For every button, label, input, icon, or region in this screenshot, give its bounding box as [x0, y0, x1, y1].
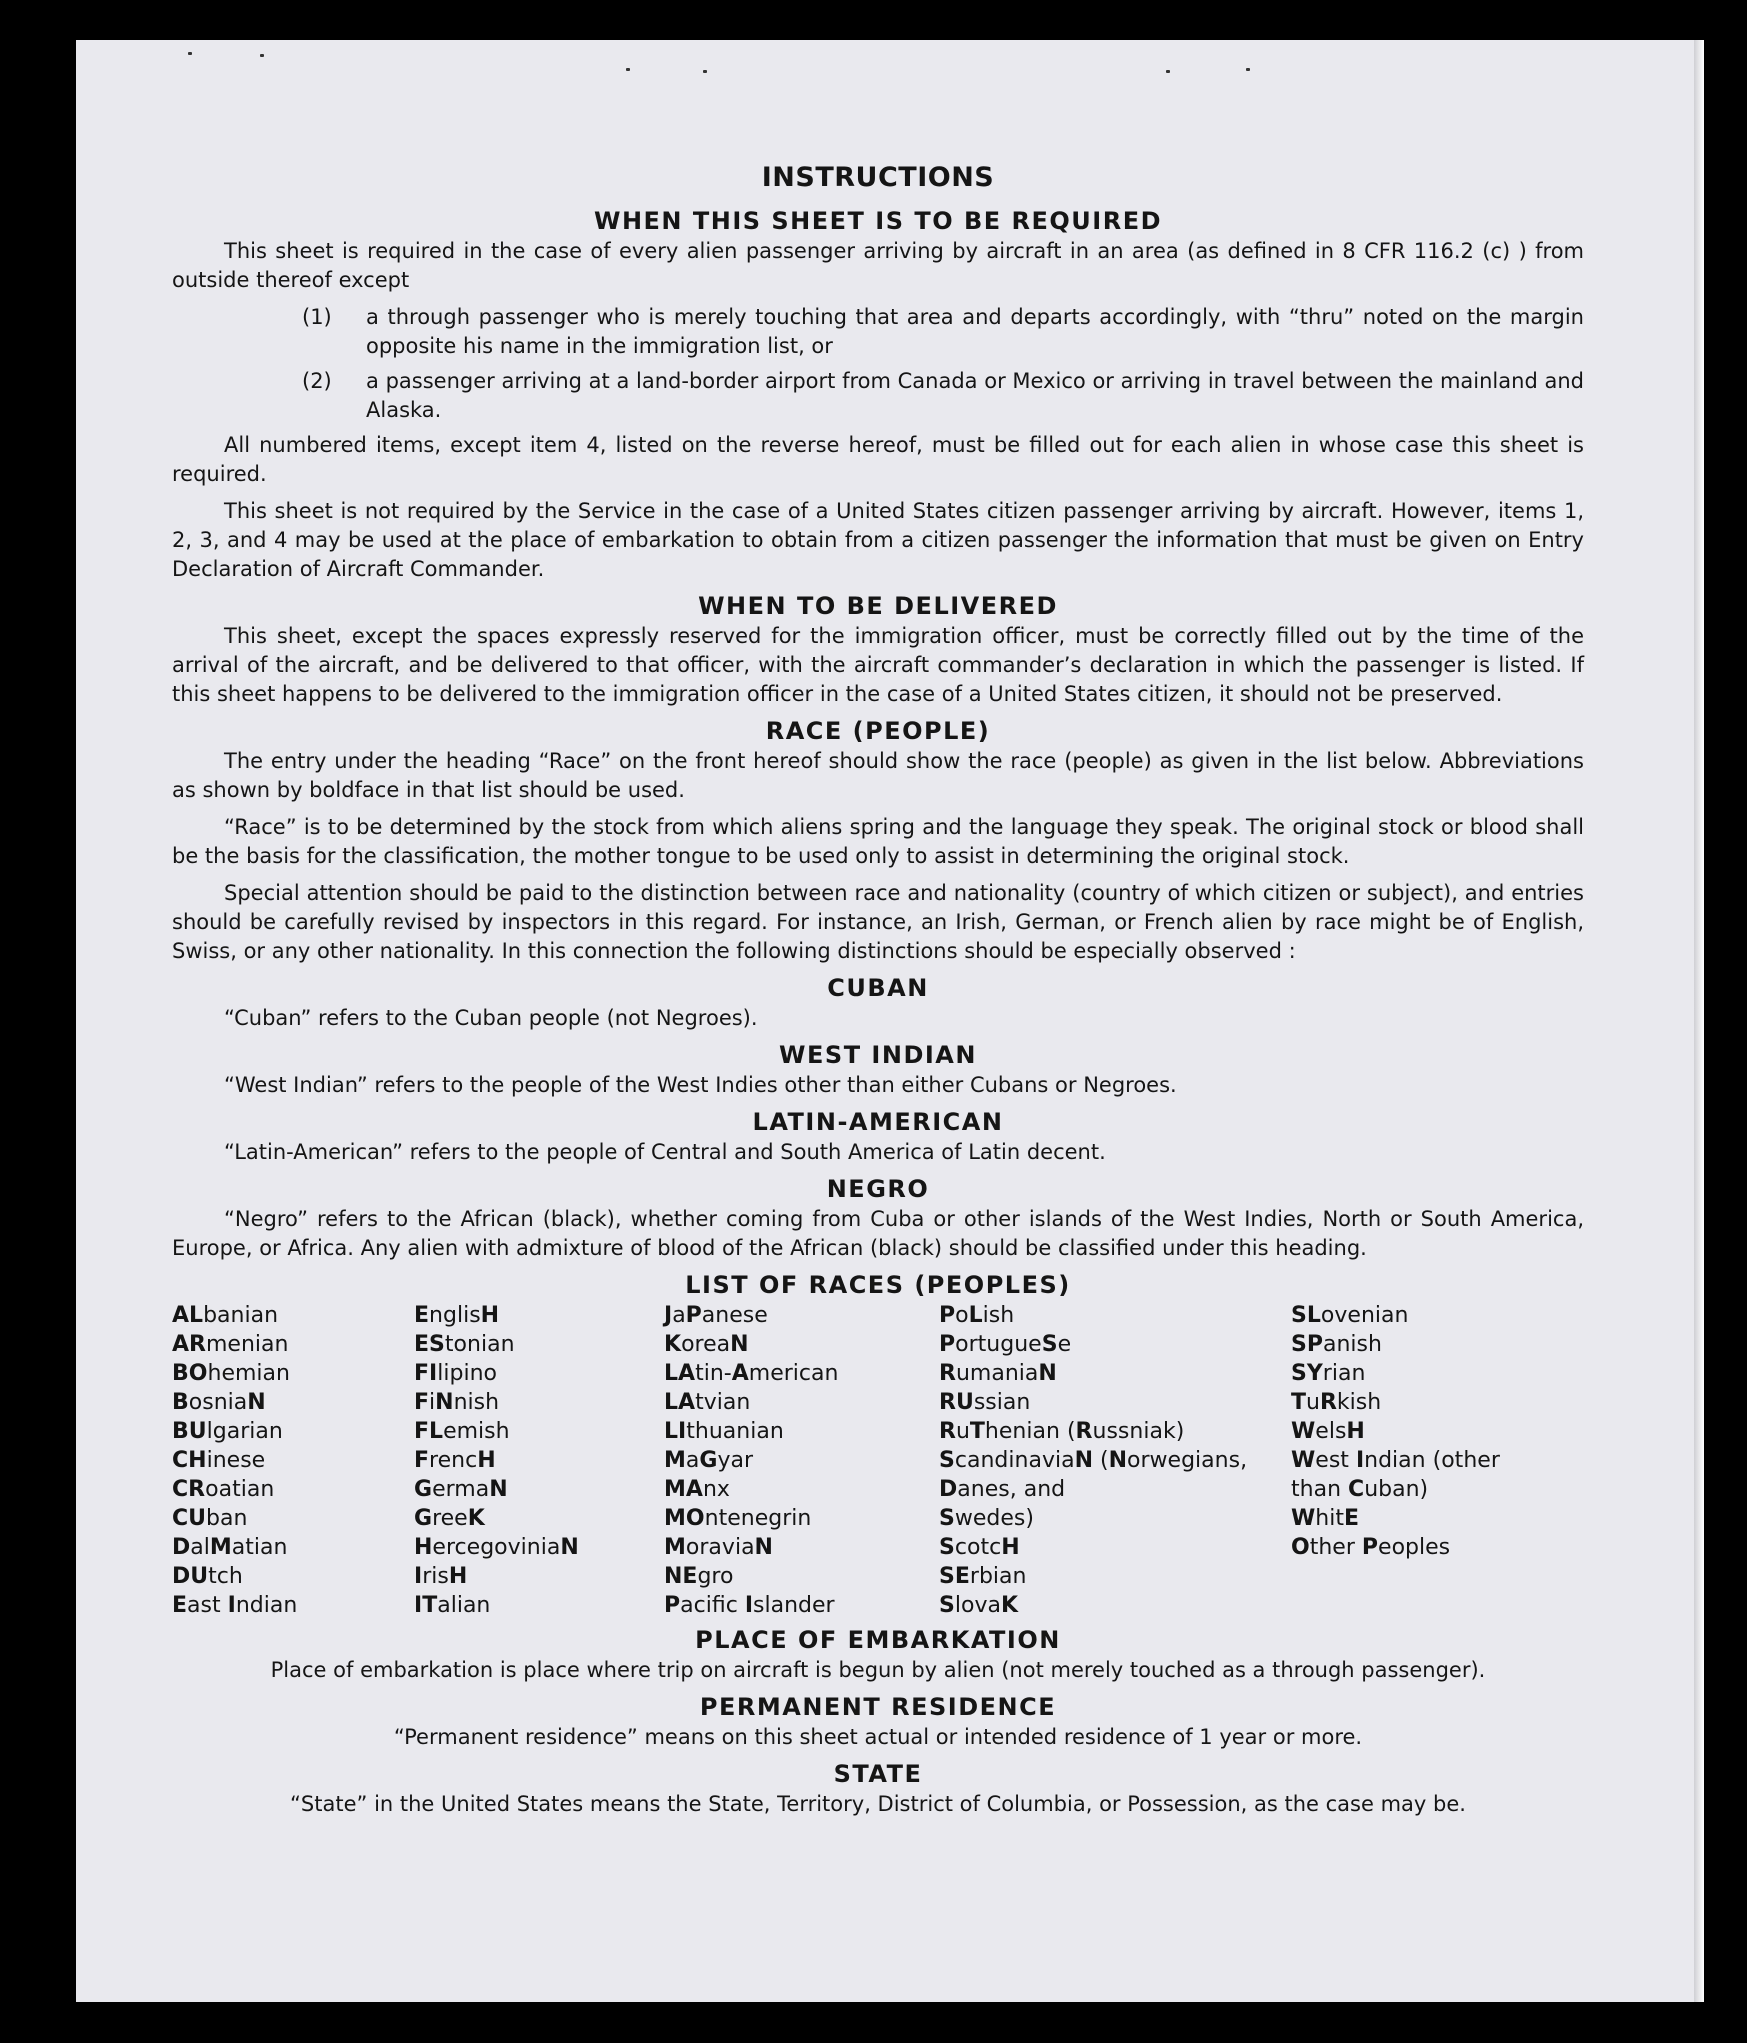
race-entry: West Indian (other [1291, 1448, 1500, 1473]
race-entry: LAtin-American [664, 1361, 839, 1386]
race-entry: FiNnish [414, 1390, 500, 1415]
race-entry: Swedes) [939, 1506, 1034, 1531]
races-column [414, 1301, 664, 1620]
race-entry: SYrian [1291, 1361, 1366, 1386]
heading-state: STATE [833, 1760, 923, 1788]
race-entry: ScandinaviaN (Norwegians, [939, 1448, 1248, 1473]
speck [1166, 70, 1170, 73]
document-page [76, 40, 1704, 2002]
race-entry: PortugueSe [939, 1332, 1072, 1357]
race-entry: BOhemian [172, 1361, 290, 1386]
heading-when-required: WHEN THIS SHEET IS TO BE REQUIRED [593, 207, 1163, 235]
race-entry: LAtvian [664, 1390, 751, 1415]
race-entry: EStonian [414, 1332, 515, 1357]
race-entry: Other Peoples [1291, 1535, 1451, 1560]
heading-west-indian: WEST INDIAN [779, 1041, 977, 1069]
race-entry: GreeK [414, 1506, 485, 1531]
race-entry: MAnx [664, 1477, 730, 1502]
speck [626, 68, 630, 71]
race-entry: SLovenian [1291, 1303, 1409, 1328]
race-paragraph: Special attention should be paid to the distinction between race and nationality (country of which citizen or subject), and entries should be carefully revised by inspectors in this regard. For instance, an Irish, German, or French alien by race might be of English, Swiss, or any other nationality. In this connection the following distinctions should be especially observed : [172, 881, 1584, 963]
race-entry: NEgro [664, 1564, 734, 1589]
race-entry: BosniaN [172, 1390, 266, 1415]
item-number: (2) [302, 369, 332, 393]
race-entry: CRoatian [172, 1477, 275, 1502]
race-entry: MOntenegrin [664, 1506, 812, 1531]
race-entry: DUtch [172, 1564, 243, 1589]
race-entry: Danes, and [939, 1477, 1066, 1502]
race-entry: East Indian [172, 1593, 298, 1618]
heading-cuban: CUBAN [827, 974, 929, 1002]
latin-american-text: “Latin-American” refers to the people of Central and South America of Latin decent. [224, 1140, 1106, 1164]
west-indian-text: “West Indian” refers to the people of the West Indies other than either Cubans or Negroes. [224, 1073, 1177, 1097]
race-entry: HercegoviniaN [414, 1535, 579, 1560]
race-entry: RUssian [939, 1390, 1031, 1415]
race-entry: MaGyar [664, 1448, 754, 1473]
race-entry: WhitE [1291, 1506, 1360, 1531]
race-entry: IrisH [414, 1564, 468, 1589]
race-entry: ALbanian [172, 1303, 279, 1328]
item-text: a passenger arriving at a land-border airport from Canada or Mexico or arriving in travel between the mainland and Alaska. [366, 369, 1584, 422]
race-entry: Pacifc Islander [664, 1593, 835, 1618]
exception-item [302, 367, 1584, 425]
race-entry: PoLish [939, 1303, 1015, 1328]
race-entry: RumaniaN [939, 1361, 1057, 1386]
heading-latin-american: LATIN-AMERICAN [752, 1108, 1004, 1136]
page-title: INSTRUCTIONS [761, 162, 995, 193]
heading-list-of-races: LIST OF RACES (PEOPLES) [685, 1271, 1071, 1299]
speck [260, 54, 264, 57]
race-entry: CHinese [172, 1448, 266, 1473]
race-entry: SPanish [1291, 1332, 1382, 1357]
speck [703, 70, 707, 73]
permanent-residence-text: “Permanent residence” means on this sheet actual or intended residence of 1 year or more. [393, 1725, 1363, 1749]
cuban-text: “Cuban” refers to the Cuban people (not Negroes). [224, 1006, 758, 1030]
race-entry: LIthuanian [664, 1419, 784, 1444]
races-column [664, 1301, 939, 1620]
race-entry: EnglisH [414, 1303, 500, 1328]
race-entry: GermaN [414, 1477, 508, 1502]
heading-race: RACE (PEOPLE) [765, 717, 991, 745]
race-entry: ScotcH [939, 1535, 1020, 1560]
race-entry: FIlipino [414, 1361, 497, 1386]
race-entry: ARmenian [172, 1332, 289, 1357]
place-of-embarkation-text: Place of embarkation is place where trip on aircraft is begun by alien (not merely touched as a through passenger). [270, 1658, 1486, 1682]
race-entry: SErbian [939, 1564, 1027, 1589]
race-entry: TuRkish [1291, 1390, 1382, 1415]
race-entry: FLemish [414, 1419, 510, 1444]
race-entry: FrencH [414, 1448, 496, 1473]
heading-when-delivered: WHEN TO BE DELIVERED [698, 592, 1058, 620]
when-delivered-text: This sheet, except the spaces expressly reserved for the immigration officer, must be correctly filled out by the time of the arrival of the aircraft, and be delivered to that officer, with the aircraft commander’s declaration in which the passenger is listed. If this sheet happens to be delivered to the immigration officer in the case of a United States citizen, it should not be preserved. [172, 624, 1584, 706]
heading-permanent-residence: PERMANENT RESIDENCE [699, 1693, 1057, 1721]
item-number: (1) [302, 305, 332, 329]
heading-negro: NEGRO [826, 1175, 930, 1203]
race-entry: JaPanese [664, 1303, 768, 1328]
race-entry: RuThenian (Russniak) [939, 1419, 1185, 1444]
race-entry: DalMatian [172, 1535, 288, 1560]
race-paragraph: “Race” is to be determined by the stock from which aliens spring and the language they speak. The original stock or blood shall be the basis for the classification, the mother tongue to be used only to assist in determining the original stock. [172, 815, 1584, 868]
race-entry: WelsH [1291, 1419, 1365, 1444]
item-text: a through passenger who is merely touching that area and departs accordingly, with “thru” noted on the margin opposite his name in the immigration list, or [366, 305, 1584, 358]
race-entry: MoraviaN [664, 1535, 773, 1560]
state-text: “State” in the United States means the State, Territory, District of Columbia, or Possession, as the case may be. [290, 1792, 1466, 1816]
race-entry: ITalian [414, 1593, 491, 1618]
speck [188, 52, 192, 55]
exception-item [302, 303, 1584, 361]
races-list [172, 1301, 1584, 1620]
negro-text: “Negro” refers to the African (black), whether coming from Cuba or other islands of the West Indies, North or South America, Europe, or Africa. Any alien with admixture of blood of the African (black) should be classified under this heading. [172, 1207, 1584, 1260]
race-entry: SlovaK [939, 1593, 1019, 1618]
races-column [1291, 1301, 1551, 1620]
when-required-intro: This sheet is required in the case of every alien passenger arriving by aircraft in an area (as defined in 8 CFR 116.2 (c) ) from outside thereof except [172, 239, 1584, 292]
race-entry: than Cuban) [1291, 1477, 1429, 1502]
races-column [939, 1301, 1291, 1620]
race-entry: CUban [172, 1506, 248, 1531]
race-paragraph: The entry under the heading “Race” on the front hereof should show the race (people) as given in the list below. Abbreviations as shown by boldface in that list should be used. [172, 749, 1584, 802]
numbered-items-paragraph: All numbered items, except item 4, listed on the reverse hereof, must be filled out for each alien in whose case this sheet is required. [172, 433, 1584, 486]
race-entry: KoreaN [664, 1332, 749, 1357]
race-entry: BUlgarian [172, 1419, 283, 1444]
citizen-paragraph: This sheet is not required by the Service in the case of a United States citizen passenger arriving by aircraft. However, items 1, 2, 3, and 4 may be used at the place of embarkation to obtain from a citizen passenger the information that must be given on Entry Declaration of Aircraft Commander. [172, 499, 1584, 581]
speck [1246, 68, 1250, 71]
races-column [172, 1301, 414, 1620]
heading-place-of-embarkation: PLACE OF EMBARKATION [695, 1626, 1061, 1654]
